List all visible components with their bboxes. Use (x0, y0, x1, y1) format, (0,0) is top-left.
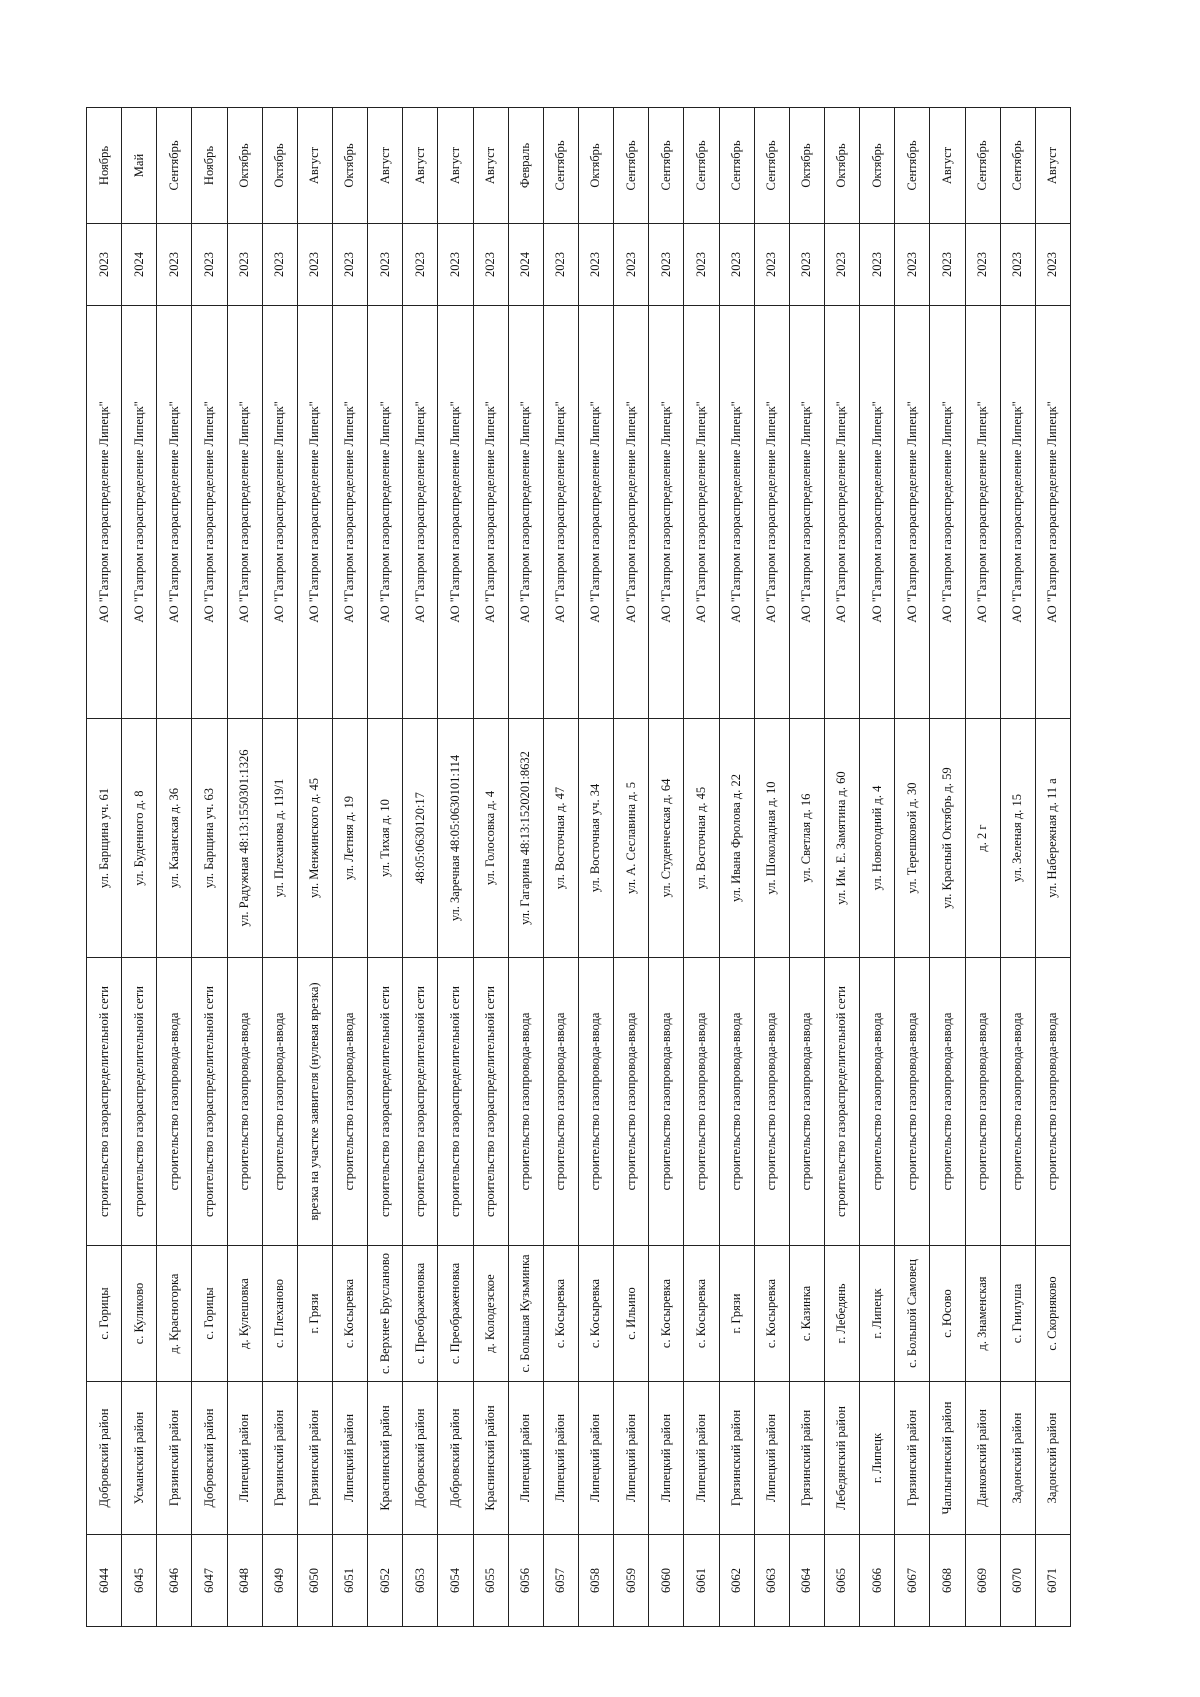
year-cell: 2023 (438, 224, 473, 306)
locality-cell: с. Преображеновка (438, 1246, 473, 1382)
table-row (930, 108, 965, 1627)
district-cell: Добровский район (438, 1382, 473, 1535)
year-cell: 2023 (1000, 224, 1035, 306)
work-type-cell: строительство газораспределительной сети (368, 958, 403, 1246)
locality-cell: г. Лебедянь (824, 1246, 859, 1382)
district-cell: Липецкий район (754, 1382, 789, 1535)
year-cell: 2023 (262, 224, 297, 306)
locality-cell: с. Горицы (87, 1246, 122, 1382)
year-cell: 2023 (227, 224, 262, 306)
organization-cell: АО "Газпром газораспределение Липецк" (649, 306, 684, 719)
work-type-cell: строительство газораспределительной сети (122, 958, 157, 1246)
locality-cell: г. Липецк (860, 1246, 895, 1382)
table-row (719, 108, 754, 1627)
address-cell: ул. Голосовка д. 4 (473, 719, 508, 958)
work-type-cell: строительство газопровода-ввода (614, 958, 649, 1246)
address-cell: ул. Буденного д. 8 (122, 719, 157, 958)
work-type-cell: строительство газопровода-ввода (649, 958, 684, 1246)
table-row (895, 108, 930, 1627)
row-number-cell: 6059 (614, 1535, 649, 1627)
row-number-cell: 6046 (157, 1535, 192, 1627)
month-cell: Сентябрь (684, 108, 719, 224)
organization-cell: АО "Газпром газораспределение Липецк" (684, 306, 719, 719)
district-cell: Задонский район (1035, 1382, 1070, 1535)
locality-cell: г. Грязи (297, 1246, 332, 1382)
table-row (368, 108, 403, 1627)
row-number-cell: 6064 (789, 1535, 824, 1627)
work-type-cell: строительство газопровода-ввода (860, 958, 895, 1246)
row-number-cell: 6058 (578, 1535, 613, 1627)
row-number-cell: 6052 (368, 1535, 403, 1627)
district-cell: Краснинский район (368, 1382, 403, 1535)
work-type-cell: строительство газопровода-ввода (719, 958, 754, 1246)
month-cell: Февраль (508, 108, 543, 224)
month-cell: Сентябрь (754, 108, 789, 224)
locality-cell: с. Большая Кузьминка (508, 1246, 543, 1382)
address-cell: ул. Восточная д. 47 (543, 719, 578, 958)
organization-cell: АО "Газпром газораспределение Липецк" (719, 306, 754, 719)
month-cell: Октябрь (824, 108, 859, 224)
organization-cell: АО "Газпром газораспределение Липецк" (1000, 306, 1035, 719)
organization-cell: АО "Газпром газораспределение Липецк" (192, 306, 227, 719)
work-type-cell: строительство газопровода-ввода (227, 958, 262, 1246)
row-number-cell: 6054 (438, 1535, 473, 1627)
work-type-cell: строительство газопровода-ввода (157, 958, 192, 1246)
table-row (297, 108, 332, 1627)
district-cell: Липецкий район (227, 1382, 262, 1535)
table-row (332, 108, 367, 1627)
work-type-cell: строительство газораспределительной сети (87, 958, 122, 1246)
table-row (473, 108, 508, 1627)
table-row (578, 108, 613, 1627)
table-row (262, 108, 297, 1627)
month-cell: Сентябрь (157, 108, 192, 224)
address-cell: ул. Им. Е. Замятина д. 60 (824, 719, 859, 958)
address-cell: ул. Менжинского д. 45 (297, 719, 332, 958)
address-cell: ул. Набережная д. 11 а (1035, 719, 1070, 958)
work-type-cell: строительство газопровода-ввода (508, 958, 543, 1246)
work-type-cell: строительство газопровода-ввода (684, 958, 719, 1246)
organization-cell: АО "Газпром газораспределение Липецк" (227, 306, 262, 719)
year-cell: 2023 (1035, 224, 1070, 306)
address-cell: ул. Летняя д. 19 (332, 719, 367, 958)
month-cell: Август (368, 108, 403, 224)
work-type-cell: строительство газопровода-ввода (262, 958, 297, 1246)
work-type-cell: строительство газопровода-ввода (543, 958, 578, 1246)
table-row (157, 108, 192, 1627)
work-type-cell: строительство газопровода-ввода (965, 958, 1000, 1246)
address-cell: ул. Восточная д. 45 (684, 719, 719, 958)
district-cell: Грязинский район (262, 1382, 297, 1535)
district-cell: Грязинский район (157, 1382, 192, 1535)
organization-cell: АО "Газпром газораспределение Липецк" (860, 306, 895, 719)
year-cell: 2023 (930, 224, 965, 306)
work-type-cell: строительство газораспределительной сети (192, 958, 227, 1246)
table-row (403, 108, 438, 1627)
organization-cell: АО "Газпром газораспределение Липецк" (297, 306, 332, 719)
table-row (965, 108, 1000, 1627)
row-number-cell: 6050 (297, 1535, 332, 1627)
year-cell: 2023 (297, 224, 332, 306)
year-cell: 2023 (87, 224, 122, 306)
locality-cell: с. Большой Самовец (895, 1246, 930, 1382)
address-cell: ул. Зеленая д. 15 (1000, 719, 1035, 958)
locality-cell: с. Ильино (614, 1246, 649, 1382)
organization-cell: АО "Газпром газораспределение Липецк" (438, 306, 473, 719)
row-number-cell: 6071 (1035, 1535, 1070, 1627)
locality-cell: г. Грязи (719, 1246, 754, 1382)
year-cell: 2024 (122, 224, 157, 306)
year-cell: 2023 (332, 224, 367, 306)
table-row (614, 108, 649, 1627)
locality-cell: с. Косыревка (578, 1246, 613, 1382)
district-cell: Лебедянский район (824, 1382, 859, 1535)
year-cell: 2023 (824, 224, 859, 306)
work-type-cell: строительство газопровода-ввода (332, 958, 367, 1246)
table-row (122, 108, 157, 1627)
month-cell: Август (438, 108, 473, 224)
table-row (438, 108, 473, 1627)
year-cell: 2023 (895, 224, 930, 306)
organization-cell: АО "Газпром газораспределение Липецк" (824, 306, 859, 719)
row-number-cell: 6070 (1000, 1535, 1035, 1627)
address-cell: ул. Гагарина 48:13:1520201:8632 (508, 719, 543, 958)
address-cell: ул. Ивана Фролова д. 22 (719, 719, 754, 958)
locality-cell: с. Горицы (192, 1246, 227, 1382)
address-cell: ул. Шоколадная д. 10 (754, 719, 789, 958)
year-cell: 2023 (789, 224, 824, 306)
district-cell: Задонский район (1000, 1382, 1035, 1535)
year-cell: 2024 (508, 224, 543, 306)
organization-cell: АО "Газпром газораспределение Липецк" (403, 306, 438, 719)
address-cell: ул. Барщина уч. 63 (192, 719, 227, 958)
month-cell: Август (473, 108, 508, 224)
work-type-cell: строительство газопровода-ввода (930, 958, 965, 1246)
year-cell: 2023 (684, 224, 719, 306)
table-row (1000, 108, 1035, 1627)
row-number-cell: 6048 (227, 1535, 262, 1627)
district-cell: Липецкий район (508, 1382, 543, 1535)
table-row (87, 108, 122, 1627)
address-cell: ул. Тихая д. 10 (368, 719, 403, 958)
organization-cell: АО "Газпром газораспределение Липецк" (122, 306, 157, 719)
work-type-cell: врезка на участке заявителя (нулевая врезка) (297, 958, 332, 1246)
year-cell: 2023 (719, 224, 754, 306)
month-cell: Октябрь (227, 108, 262, 224)
month-cell: Ноябрь (87, 108, 122, 224)
row-number-cell: 6062 (719, 1535, 754, 1627)
rotated-table-container (86, 108, 1071, 1627)
work-type-cell: строительство газопровода-ввода (895, 958, 930, 1246)
locality-cell: д. Кулешовка (227, 1246, 262, 1382)
year-cell: 2023 (157, 224, 192, 306)
organization-cell: АО "Газпром газораспределение Липецк" (473, 306, 508, 719)
row-number-cell: 6056 (508, 1535, 543, 1627)
locality-cell: с. Плеханово (262, 1246, 297, 1382)
address-cell: ул. Красный Октябрь д. 59 (930, 719, 965, 958)
locality-cell: д. Красногорка (157, 1246, 192, 1382)
table-row (192, 108, 227, 1627)
month-cell: Сентябрь (1000, 108, 1035, 224)
month-cell: Октябрь (332, 108, 367, 224)
month-cell: Август (930, 108, 965, 224)
organization-cell: АО "Газпром газораспределение Липецк" (1035, 306, 1070, 719)
organization-cell: АО "Газпром газораспределение Липецк" (789, 306, 824, 719)
organization-cell: АО "Газпром газораспределение Липецк" (87, 306, 122, 719)
organization-cell: АО "Газпром газораспределение Липецк" (543, 306, 578, 719)
address-cell: ул. А. Сеславина д. 5 (614, 719, 649, 958)
table-row (754, 108, 789, 1627)
gasification-table (86, 107, 1071, 1627)
month-cell: Сентябрь (614, 108, 649, 224)
organization-cell: АО "Газпром газораспределение Липецк" (508, 306, 543, 719)
work-type-cell: строительство газораспределительной сети (824, 958, 859, 1246)
address-cell: ул. Светлая д. 16 (789, 719, 824, 958)
table-row (824, 108, 859, 1627)
row-number-cell: 6044 (87, 1535, 122, 1627)
district-cell: г. Липецк (860, 1382, 895, 1535)
address-cell: ул. Восточная уч. 34 (578, 719, 613, 958)
district-cell: Липецкий район (578, 1382, 613, 1535)
table-row (860, 108, 895, 1627)
month-cell: Август (297, 108, 332, 224)
table-row (227, 108, 262, 1627)
address-cell: ул. Барщина уч. 61 (87, 719, 122, 958)
work-type-cell: строительство газопровода-ввода (578, 958, 613, 1246)
table-row (789, 108, 824, 1627)
row-number-cell: 6061 (684, 1535, 719, 1627)
organization-cell: АО "Газпром газораспределение Липецк" (368, 306, 403, 719)
locality-cell: с. Косыревка (543, 1246, 578, 1382)
row-number-cell: 6051 (332, 1535, 367, 1627)
locality-cell: с. Верхнее Брусланово (368, 1246, 403, 1382)
address-cell: д. 2 г (965, 719, 1000, 958)
year-cell: 2023 (754, 224, 789, 306)
district-cell: Липецкий район (684, 1382, 719, 1535)
locality-cell: с. Казинка (789, 1246, 824, 1382)
district-cell: Липецкий район (649, 1382, 684, 1535)
month-cell: Октябрь (860, 108, 895, 224)
district-cell: Липецкий район (543, 1382, 578, 1535)
row-number-cell: 6047 (192, 1535, 227, 1627)
district-cell: Добровский район (192, 1382, 227, 1535)
organization-cell: АО "Газпром газораспределение Липецк" (157, 306, 192, 719)
row-number-cell: 6045 (122, 1535, 157, 1627)
district-cell: Грязинский район (297, 1382, 332, 1535)
district-cell: Грязинский район (719, 1382, 754, 1535)
row-number-cell: 6065 (824, 1535, 859, 1627)
organization-cell: АО "Газпром газораспределение Липецк" (895, 306, 930, 719)
row-number-cell: 6055 (473, 1535, 508, 1627)
organization-cell: АО "Газпром газораспределение Липецк" (965, 306, 1000, 719)
month-cell: Сентябрь (543, 108, 578, 224)
row-number-cell: 6057 (543, 1535, 578, 1627)
row-number-cell: 6068 (930, 1535, 965, 1627)
work-type-cell: строительство газопровода-ввода (1035, 958, 1070, 1246)
table-row (508, 108, 543, 1627)
work-type-cell: строительство газопровода-ввода (789, 958, 824, 1246)
month-cell: Август (1035, 108, 1070, 224)
table-body (87, 108, 1071, 1627)
work-type-cell: строительство газораспределительной сети (438, 958, 473, 1246)
table-row (543, 108, 578, 1627)
organization-cell: АО "Газпром газораспределение Липецк" (930, 306, 965, 719)
locality-cell: с. Преображеновка (403, 1246, 438, 1382)
month-cell: Октябрь (789, 108, 824, 224)
address-cell: ул. Казанская д. 36 (157, 719, 192, 958)
table-row (649, 108, 684, 1627)
month-cell: Сентябрь (965, 108, 1000, 224)
locality-cell: д. Знаменская (965, 1246, 1000, 1382)
year-cell: 2023 (368, 224, 403, 306)
address-cell: ул. Студенческая д. 64 (649, 719, 684, 958)
row-number-cell: 6049 (262, 1535, 297, 1627)
document-page (86, 108, 1071, 1627)
address-cell: ул. Плеханова д. 119/1 (262, 719, 297, 958)
district-cell: Липецкий район (614, 1382, 649, 1535)
row-number-cell: 6053 (403, 1535, 438, 1627)
year-cell: 2023 (543, 224, 578, 306)
organization-cell: АО "Газпром газораспределение Липецк" (578, 306, 613, 719)
locality-cell: с. Куликово (122, 1246, 157, 1382)
locality-cell: с. Косыревка (649, 1246, 684, 1382)
year-cell: 2023 (649, 224, 684, 306)
address-cell: ул. Радужная 48:13:1550301:1326 (227, 719, 262, 958)
year-cell: 2023 (192, 224, 227, 306)
month-cell: Сентябрь (895, 108, 930, 224)
locality-cell: с. Скорняково (1035, 1246, 1070, 1382)
locality-cell: д. Колодезское (473, 1246, 508, 1382)
work-type-cell: строительство газораспределительной сети (403, 958, 438, 1246)
row-number-cell: 6060 (649, 1535, 684, 1627)
month-cell: Май (122, 108, 157, 224)
district-cell: Добровский район (87, 1382, 122, 1535)
locality-cell: с. Косыревка (332, 1246, 367, 1382)
month-cell: Сентябрь (719, 108, 754, 224)
district-cell: Добровский район (403, 1382, 438, 1535)
organization-cell: АО "Газпром газораспределение Липецк" (262, 306, 297, 719)
address-cell: ул. Терешковой д. 30 (895, 719, 930, 958)
month-cell: Август (403, 108, 438, 224)
address-cell: ул. Новогодний д. 4 (860, 719, 895, 958)
year-cell: 2023 (403, 224, 438, 306)
district-cell: Липецкий район (332, 1382, 367, 1535)
district-cell: Чаплыгинский район (930, 1382, 965, 1535)
row-number-cell: 6067 (895, 1535, 930, 1627)
year-cell: 2023 (578, 224, 613, 306)
row-number-cell: 6066 (860, 1535, 895, 1627)
locality-cell: с. Косыревка (754, 1246, 789, 1382)
row-number-cell: 6063 (754, 1535, 789, 1627)
work-type-cell: строительство газопровода-ввода (1000, 958, 1035, 1246)
locality-cell: с. Юсово (930, 1246, 965, 1382)
table-row (684, 108, 719, 1627)
organization-cell: АО "Газпром газораспределение Липецк" (332, 306, 367, 719)
month-cell: Сентябрь (649, 108, 684, 224)
district-cell: Краснинский район (473, 1382, 508, 1535)
month-cell: Октябрь (262, 108, 297, 224)
year-cell: 2023 (965, 224, 1000, 306)
district-cell: Грязинский район (789, 1382, 824, 1535)
locality-cell: с. Косыревка (684, 1246, 719, 1382)
year-cell: 2023 (473, 224, 508, 306)
organization-cell: АО "Газпром газораспределение Липецк" (754, 306, 789, 719)
year-cell: 2023 (614, 224, 649, 306)
work-type-cell: строительство газопровода-ввода (754, 958, 789, 1246)
table-row (1035, 108, 1070, 1627)
work-type-cell: строительство газораспределительной сети (473, 958, 508, 1246)
address-cell: ул. Заречная 48:05:0630101:114 (438, 719, 473, 958)
month-cell: Октябрь (578, 108, 613, 224)
organization-cell: АО "Газпром газораспределение Липецк" (614, 306, 649, 719)
address-cell: 48:05:0630120:17 (403, 719, 438, 958)
year-cell: 2023 (860, 224, 895, 306)
district-cell: Грязинский район (895, 1382, 930, 1535)
district-cell: Усманский район (122, 1382, 157, 1535)
month-cell: Ноябрь (192, 108, 227, 224)
row-number-cell: 6069 (965, 1535, 1000, 1627)
district-cell: Данковский район (965, 1382, 1000, 1535)
locality-cell: с. Гнилуша (1000, 1246, 1035, 1382)
